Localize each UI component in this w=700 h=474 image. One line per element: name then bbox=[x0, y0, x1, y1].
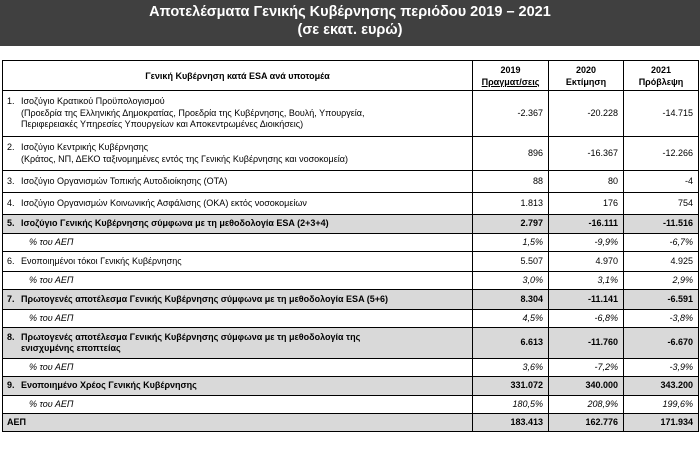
table-row-percent bbox=[3, 359, 699, 377]
value-2019: 180,5% bbox=[473, 396, 549, 414]
value-2020: -16.111 bbox=[549, 215, 624, 234]
value-2020: -9,9% bbox=[549, 234, 624, 252]
value-2019: 896 bbox=[473, 137, 549, 171]
table-row bbox=[3, 91, 699, 137]
value-2020: -20.228 bbox=[549, 91, 624, 137]
value-2021: -11.516 bbox=[624, 215, 699, 234]
value-2020: 176 bbox=[549, 193, 624, 215]
value-2020: -11.760 bbox=[549, 328, 624, 359]
value-2021: 343.200 bbox=[624, 377, 699, 396]
value-2021: -3,8% bbox=[624, 310, 699, 328]
value-2020: 4.970 bbox=[549, 252, 624, 272]
value-2019: 88 bbox=[473, 171, 549, 193]
value-2021: 2,9% bbox=[624, 272, 699, 290]
column-header-sector: Γενική Κυβέρνηση κατά ESA ανά υποτομέα bbox=[3, 61, 473, 91]
value-2019: 331.072 bbox=[473, 377, 549, 396]
table-row bbox=[3, 137, 699, 171]
table-row-percent bbox=[3, 272, 699, 290]
value-2020: 80 bbox=[549, 171, 624, 193]
table-row-percent bbox=[3, 310, 699, 328]
table-row bbox=[3, 252, 699, 272]
table-row-highlight bbox=[3, 328, 699, 359]
table-row bbox=[3, 171, 699, 193]
value-2021: -3,9% bbox=[624, 359, 699, 377]
row-label: % του ΑΕΠ bbox=[3, 310, 473, 328]
value-2020: -6,8% bbox=[549, 310, 624, 328]
value-2019: 8.304 bbox=[473, 290, 549, 310]
row-label: % του ΑΕΠ bbox=[3, 396, 473, 414]
value-2021: -6.670 bbox=[624, 328, 699, 359]
table-row bbox=[3, 193, 699, 215]
page-title: Αποτελέσματα Γενικής Κυβέρνησης περιόδου 2019 – 2021 bbox=[149, 4, 551, 20]
row-label: 9. Ενοποιημένο Χρέος Γενικής Κυβέρνησης bbox=[3, 377, 473, 396]
value-2019: 2.797 bbox=[473, 215, 549, 234]
value-2021: 171.934 bbox=[624, 414, 699, 432]
row-label: % του ΑΕΠ bbox=[3, 234, 473, 252]
value-2021: -14.715 bbox=[624, 91, 699, 137]
value-2020: 3,1% bbox=[549, 272, 624, 290]
column-header-2020: 2020 Εκτίμηση bbox=[549, 61, 624, 91]
value-2021: -6,7% bbox=[624, 234, 699, 252]
value-2019: 6.613 bbox=[473, 328, 549, 359]
value-2019: -2.367 bbox=[473, 91, 549, 137]
value-2020: 340.000 bbox=[549, 377, 624, 396]
row-label: % του ΑΕΠ bbox=[3, 272, 473, 290]
value-2019: 5.507 bbox=[473, 252, 549, 272]
value-2021: -12.266 bbox=[624, 137, 699, 171]
value-2020: -7,2% bbox=[549, 359, 624, 377]
results-table bbox=[2, 60, 699, 432]
table-row-percent bbox=[3, 396, 699, 414]
title-banner bbox=[0, 0, 700, 46]
value-2019: 3,0% bbox=[473, 272, 549, 290]
row-label: ΑΕΠ bbox=[3, 414, 473, 432]
value-2021: -6.591 bbox=[624, 290, 699, 310]
row-label: 1. Ισοζύγιο Κρατικού Προϋπολογισμού (Προεδρία της Ελληνικής Δημοκρατίας, Προεδρία της Κυβέρνησης, Βουλή, Υπουργεία, Περιφερειακές Υπηρεσίες Υπουργείων και Αποκεντρωμένες Διοικήσεις) bbox=[3, 91, 473, 137]
value-2019: 1,5% bbox=[473, 234, 549, 252]
row-label: 2. Ισοζύγιο Κεντρικής Κυβέρνησης (Κράτος, ΝΠ, ΔΕΚΟ ταξινομημένες εντός της Γενικής Κυβέρνησης και νοσοκομεία) bbox=[3, 137, 473, 171]
value-2021: 754 bbox=[624, 193, 699, 215]
value-2021: -4 bbox=[624, 171, 699, 193]
value-2020: 208,9% bbox=[549, 396, 624, 414]
row-label: 4. Ισοζύγιο Οργανισμών Κοινωνικής Ασφάλισης (ΟΚΑ) εκτός νοσοκομείων bbox=[3, 193, 473, 215]
value-2019: 3,6% bbox=[473, 359, 549, 377]
row-label: 8. Πρωτογενές αποτέλεσμα Γενικής Κυβέρνησης σύμφωνα με τη μεθοδολογία της ενισχυμένης εποπτείας bbox=[3, 328, 473, 359]
page-subtitle: (σε εκατ. ευρώ) bbox=[297, 22, 403, 38]
table-row-gdp bbox=[3, 414, 699, 432]
column-header-2021: 2021 Πρόβλεψη bbox=[624, 61, 699, 91]
row-label: 7. Πρωτογενές αποτέλεσμα Γενικής Κυβέρνησης σύμφωνα με τη μεθοδολογία ESA (5+6) bbox=[3, 290, 473, 310]
value-2019: 1.813 bbox=[473, 193, 549, 215]
value-2020: -16.367 bbox=[549, 137, 624, 171]
value-2019: 183.413 bbox=[473, 414, 549, 432]
table-row-highlight bbox=[3, 215, 699, 234]
value-2019: 4,5% bbox=[473, 310, 549, 328]
table-row-percent bbox=[3, 234, 699, 252]
table-row-highlight bbox=[3, 377, 699, 396]
table-header-row bbox=[3, 61, 699, 91]
value-2020: 162.776 bbox=[549, 414, 624, 432]
value-2020: -11.141 bbox=[549, 290, 624, 310]
column-header-2019: 2019 Πραγματ/σεις bbox=[473, 61, 549, 91]
row-label: 6. Ενοποιημένοι τόκοι Γενικής Κυβέρνησης bbox=[3, 252, 473, 272]
value-2021: 199,6% bbox=[624, 396, 699, 414]
row-label: 3. Ισοζύγιο Οργανισμών Τοπικής Αυτοδιοίκησης (ΟΤΑ) bbox=[3, 171, 473, 193]
spacer-strip bbox=[0, 46, 700, 60]
table-row-highlight bbox=[3, 290, 699, 310]
row-label: 5. Ισοζύγιο Γενικής Κυβέρνησης σύμφωνα με τη μεθοδολογία ESA (2+3+4) bbox=[3, 215, 473, 234]
value-2021: 4.925 bbox=[624, 252, 699, 272]
row-label: % του ΑΕΠ bbox=[3, 359, 473, 377]
